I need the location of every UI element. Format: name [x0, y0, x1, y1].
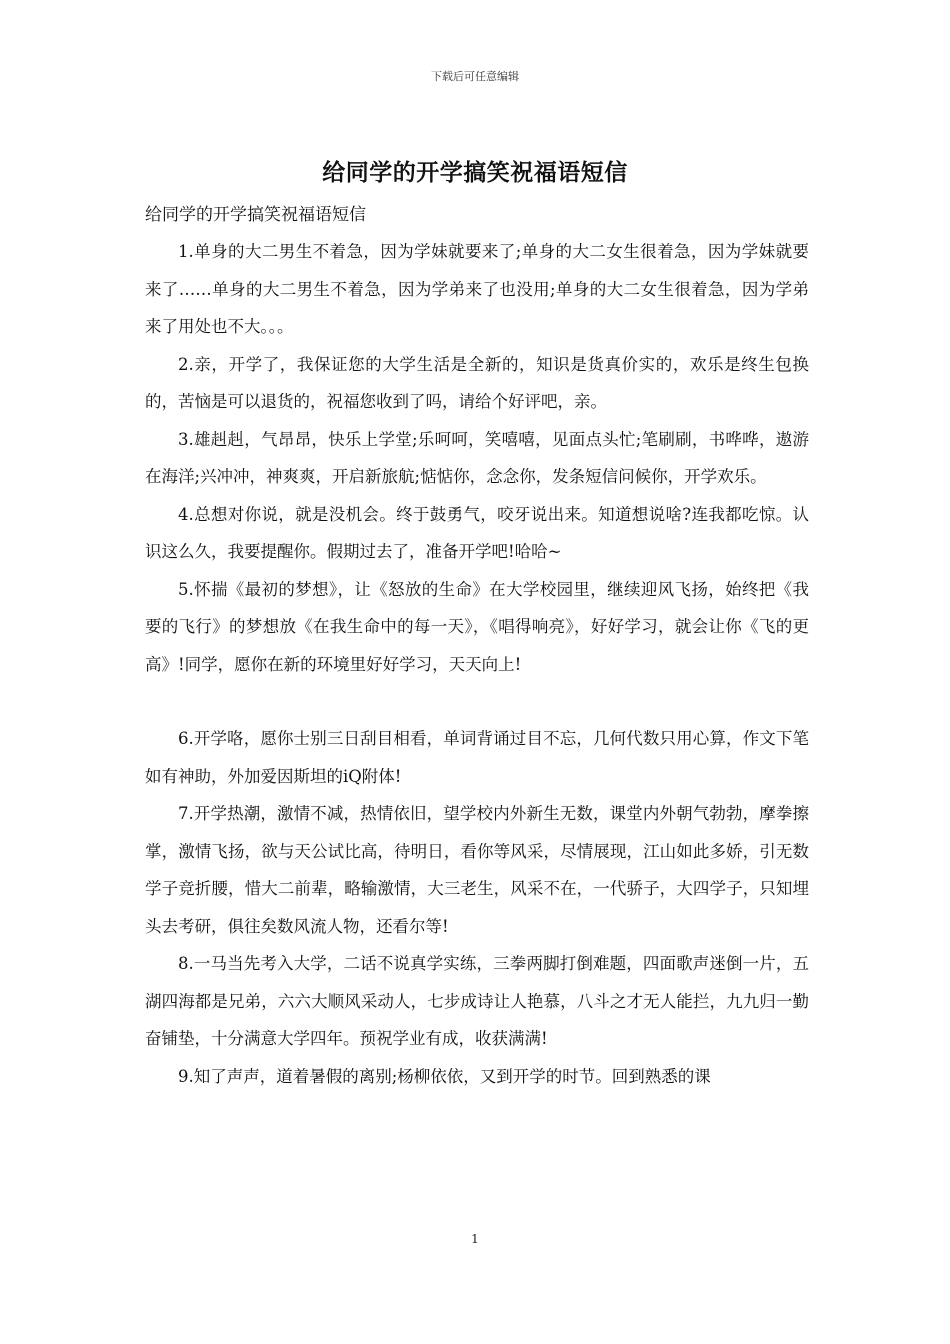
document-title: 给同学的开学搞笑祝福语短信 [322, 160, 628, 186]
paragraph-2: 2.亲，开学了，我保证您的大学生活是全新的，知识是货真价实的，欢乐是终生包换的，苦恼是可以退货的，祝福您收到了吗，请给个好评吧，亲。 [145, 354, 809, 411]
paragraph-9: 9.知了声声，道着暑假的离别;杨柳依依，又到开学的时节。回到熟悉的课 [178, 1066, 711, 1086]
paragraph-4: 4.总想对你说，就是没机会。终于鼓勇气，咬牙说出来。知道想说啥?连我都吃惊。认识这么久，我要提醒你。假期过去了，准备开学吧!哈哈~ [145, 504, 809, 561]
paragraph-1: 1.单身的大二男生不着急，因为学妹就要来了;单身的大二女生很着急，因为学妹就要来了……单身的大二男生不着急，因为学弟来了也没用;单身的大二女生很着急，因为学弟来了用处也不大。。。 [145, 242, 809, 336]
paragraph-5: 5.怀揣《最初的梦想》，让《怒放的生命》在大学校园里，继续迎风飞扬，始终把《我要的飞行》的梦想放《在我生命中的每一天》，《唱得响亮》，好好学习，就会让你《飞的更高》!同学，愿你在新的环境里好好学习，天天向上! [145, 579, 809, 674]
document-body [145, 233, 809, 1095]
paragraph-6: 6.开学咯，愿你士别三日刮目相看，单词背诵过目不忘，几何代数只用心算，作文下笔如有神助，外加爱因斯坦的iQ附体! [145, 729, 809, 786]
paragraph-3: 3.雄赳赳，气昂昂，快乐上学堂;乐呵呵，笑嘻嘻，见面点头忙;笔刷刷，书哗哗，遨游在海洋;兴冲冲，神爽爽，开启新旅航;惦惦你，念念你，发条短信问候你，开学欢乐。 [145, 429, 809, 486]
paragraph-8: 8.一马当先考入大学，二话不说真学实练，三拳两脚打倒难题，四面歌声迷倒一片，五湖四海都是兄弟，六六大顺风采动人，七步成诗让人艳慕，八斗之才无人能拦，九九归一勤奋铺垫，十分满意大学四年。预祝学业有成，收获满满! [145, 954, 809, 1048]
header-note: 下载后可任意编辑 [431, 70, 519, 83]
paragraph-7: 7.开学热潮，激情不减，热情依旧，望学校内外新生无数，课堂内外朝气勃勃，摩拳擦掌，激情飞扬，欲与天公试比高，待明日，看你等风采，尽情展现，江山如此多娇，引无数学子竞折腰，惜大二前辈，略输激情，大三老生，风采不在，一代骄子，大四学子，只知埋头去考研，俱往矣数风流人物，还看尔等! [145, 804, 809, 936]
document-subtitle: 给同学的开学搞笑祝福语短信 [145, 205, 366, 225]
page-number: 1 [471, 1232, 479, 1246]
